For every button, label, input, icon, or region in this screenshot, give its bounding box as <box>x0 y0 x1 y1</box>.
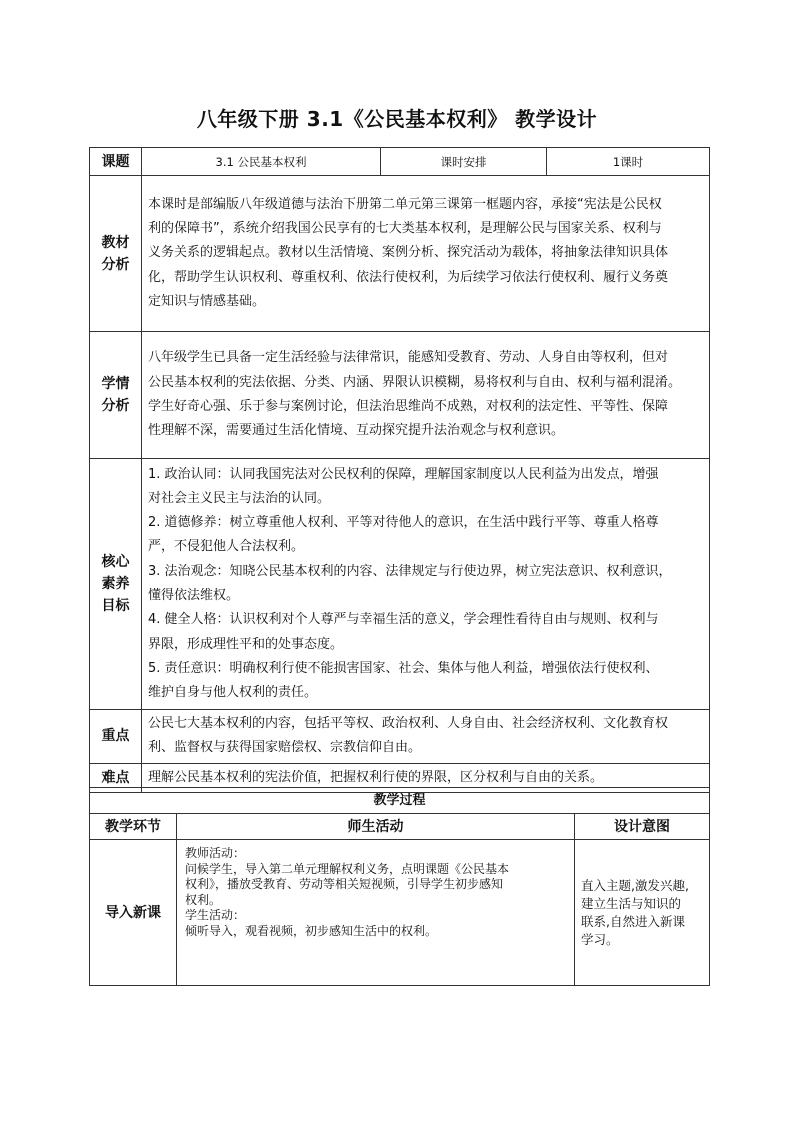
process-title: 教学过程 <box>90 788 710 814</box>
key-points-label: 重点 <box>90 710 142 764</box>
lesson-info-table <box>89 147 710 793</box>
stage-intro: 导入新课 <box>90 840 177 986</box>
col-activity-header: 师生活动 <box>177 814 575 840</box>
teaching-process-table <box>89 787 710 986</box>
topic-row <box>90 148 710 176</box>
key-points-row <box>90 710 710 764</box>
difficulty-text: 理解公民基本权利的宪法价值，把握权利行使的界限，区分权利与自由的关系。 <box>142 763 710 792</box>
material-text: 本课时是部编版八年级道德与法治下册第二单元第三课第一框题内容，承接“宪法是公民权 利的保障书”，系统介绍我国公民享有的七大类基本权利，是理解公民与国家关系、权利与 义务关系的逻辑起点。教材以生活情境、案例分析、探究活动为载体，将抽象法律知识具体 化，帮助学生认识权利、尊重权利、依法行使权利，为后续学习依法行使权利、履行义务奠 定知识与情感基础。 <box>142 176 710 332</box>
page-title: 八年级下册 3.1《公民基本权利》 教学设计 <box>196 107 598 131</box>
material-row <box>90 176 710 332</box>
process-row-intro <box>90 840 710 986</box>
material-label: 教材 分析 <box>90 176 142 332</box>
activity-intro: 教师活动： 问候学生，导入第二单元理解权利义务，点明课题《公民基本 权利》，播放受教育、劳动等相关短视频，引导学生初步感知 权利。 学生活动： 倾听导入，观看视频，初步感知生活中的权利。 <box>177 840 575 986</box>
students-label: 学情 分析 <box>90 332 142 459</box>
process-header-row <box>90 814 710 840</box>
time-value: 1课时 <box>547 148 710 176</box>
col-intent-header: 设计意图 <box>575 814 710 840</box>
topic-label: 课题 <box>90 148 142 176</box>
goals-text: 1. 政治认同：认同我国宪法对公民权利的保障，理解国家制度以人民利益为出发点，增强 对社会主义民主与法治的认同。 2. 道德修养：树立尊重他人权利、平等对待他人的意识，在生活中践行平等、尊重人格尊 严，不侵犯他人合法权利。 3. 法治观念：知晓公民基本权利的内容、法律规定与行使边界，树立宪法意识、权利意识， 懂得依法维权。 4. 健全人格：认识权利对个人尊严与幸福生活的意义，学会理性看待自由与规则、权利与 界限，形成理性平和的处事态度。 5. 责任意识：明确权利行使不能损害国家、社会、集体与他人利益，增强依法行使权利、 维护自身与他人权利的责任。 <box>142 459 710 710</box>
time-label: 课时安排 <box>381 148 547 176</box>
goals-label: 核心 素养 目标 <box>90 459 142 710</box>
topic-value: 3.1 公民基本权利 <box>142 148 381 176</box>
key-points-text: 公民七大基本权利的内容，包括平等权、政治权利、人身自由、社会经济权利、文化教育权 利、监督权与获得国家赔偿权、宗教信仰自由。 <box>142 710 710 764</box>
students-row <box>90 332 710 459</box>
process-title-row <box>90 788 710 814</box>
students-text: 八年级学生已具备一定生活经验与法律常识，能感知受教育、劳动、人身自由等权利，但对 公民基本权利的宪法依据、分类、内涵、界限认识模糊，易将权利与自由、权利与福利混淆。 学生好奇心强、乐于参与案例讨论，但法治思维尚不成熟，对权利的法定性、平等性、保障 性理解不深，需要通过生活化情境、互动探究提升法治观念与权利意识。 <box>142 332 710 459</box>
intent-intro: 直入主题,激发兴趣, 建立生活与知识的 联系,自然进入新课 学习。 <box>575 840 710 986</box>
col-stage-header: 教学环节 <box>90 814 177 840</box>
difficulty-label: 难点 <box>90 763 142 792</box>
goals-row <box>90 459 710 710</box>
